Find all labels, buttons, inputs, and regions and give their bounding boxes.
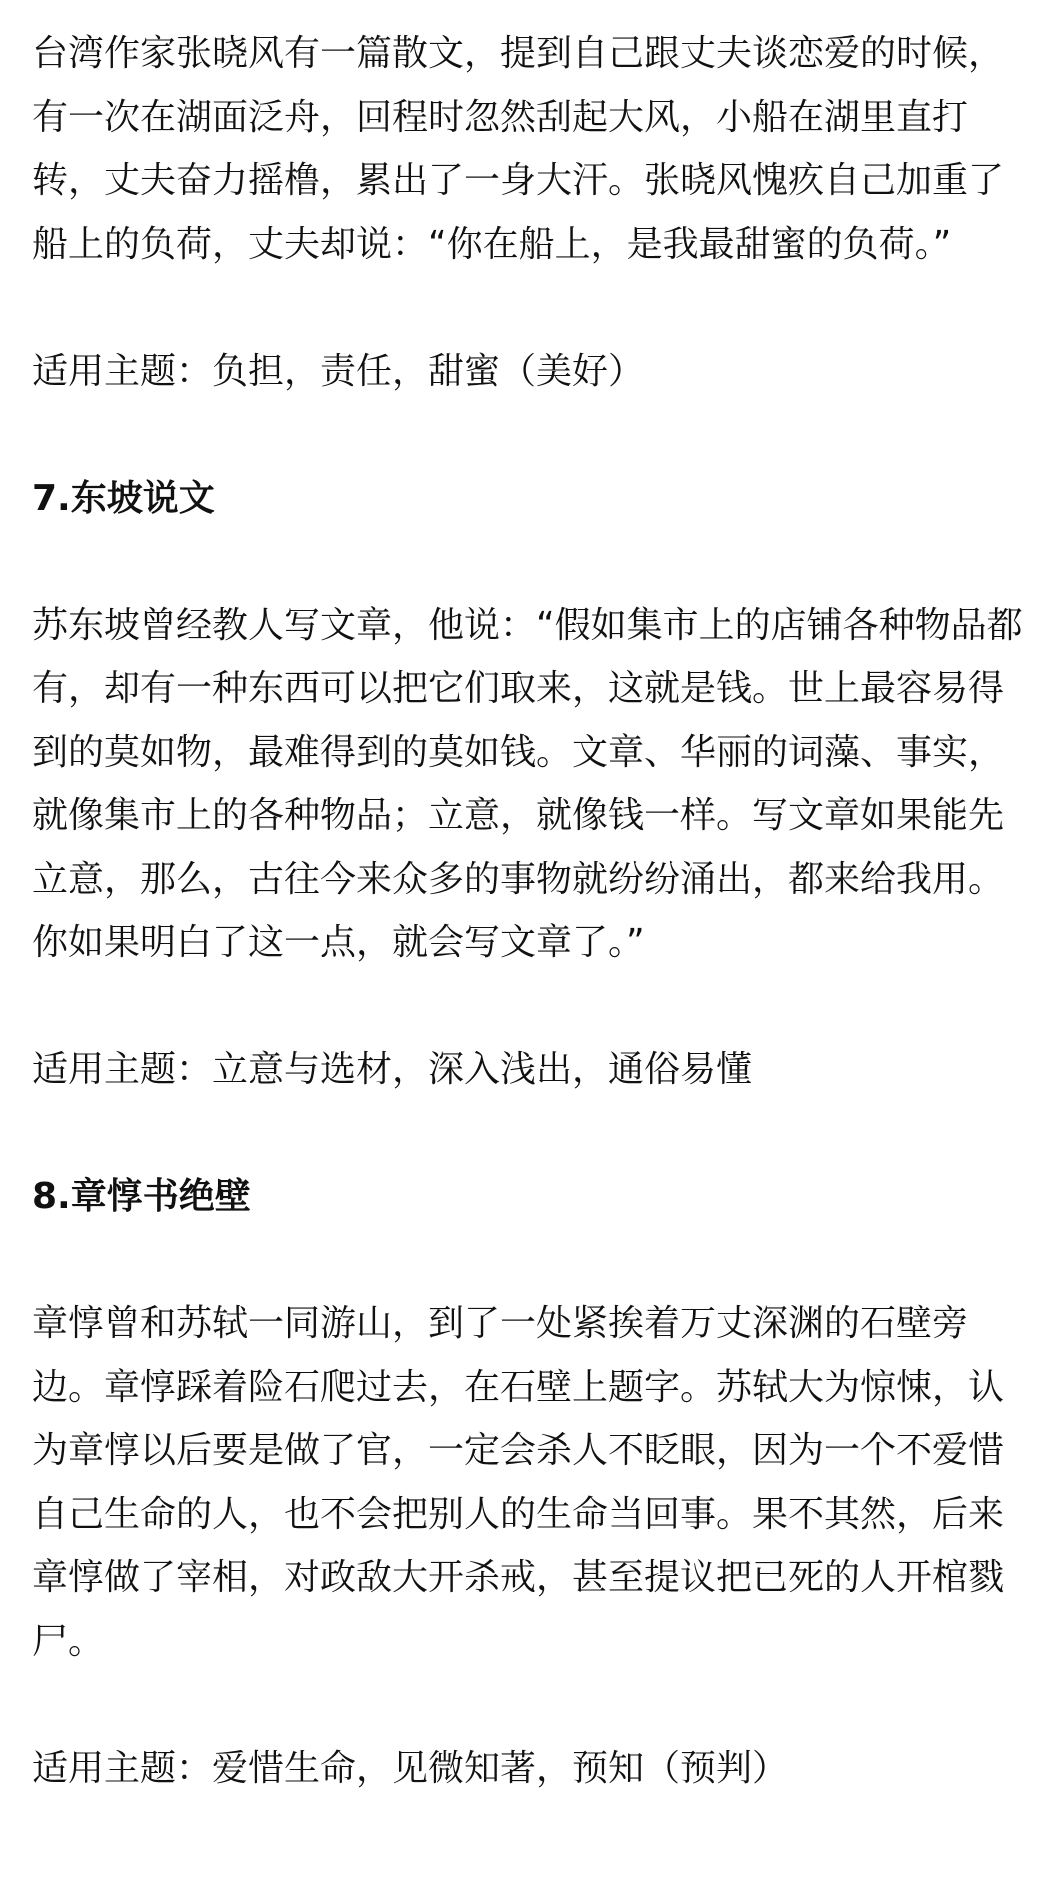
section-8-theme: 适用主题：爱惜生命，见微知著，预知（预判） — [32, 1747, 789, 1789]
spacer — [32, 403, 1030, 467]
spacer — [32, 1673, 1030, 1737]
section-8-story: 章惇曾和苏轼一同游山，到了一处紧挨着万丈深渊的石壁旁边。章惇踩着险石爬过去，在石壁上题字。苏轼大为惊悚，认为章惇以后要是做了官，一定会杀人不眨眼，因为一个不爱惜自己生命的人，也不会把别人的生命当回事。果不其然，后来章惇做了宰相，对政敌大开杀戒，甚至提议把已死的人开棺戮尸。 — [32, 1303, 1005, 1662]
spacer — [32, 975, 1030, 1039]
section-7-theme: 适用主题：立意与选材，深入浅出，通俗易懂 — [32, 1049, 753, 1090]
spacer — [32, 1229, 1030, 1293]
spacer — [32, 1102, 1030, 1166]
intro-theme-line: 适用主题：负担，责任，甜蜜（美好） — [32, 350, 645, 392]
spacer — [32, 530, 1030, 594]
section-7-story: 苏东坡曾经教人写文章，他说：“假如集市上的店铺各种物品都有，却有一种东西可以把它们取来，这就是钱。世上最容易得到的莫如物，最难得到的莫如钱。文章、华丽的词藻、事实，就像集市上的各种物品；立意，就像钱一样。写文章如果能先立意，那么，古往今来众多的事物就纷纷涌出，都来给我用。你如果明白了这一点，就会写文章了。” — [32, 604, 1023, 963]
section-7-title: 7.东坡说文 — [32, 477, 215, 519]
section-8-title: 8.章惇书绝壁 — [32, 1176, 251, 1217]
spacer — [32, 276, 1030, 340]
intro-story-paragraph: 台湾作家张晓风有一篇散文，提到自己跟丈夫谈恋爱的时候，有一次在湖面泛舟，回程时忽然刮起大风，小船在湖里直打转，丈夫奋力摇橹，累出了一身大汗。张晓风愧疚自己加重了船上的负荷，丈夫却说：“你在船上，是我最甜蜜的负荷。” — [32, 33, 1005, 265]
